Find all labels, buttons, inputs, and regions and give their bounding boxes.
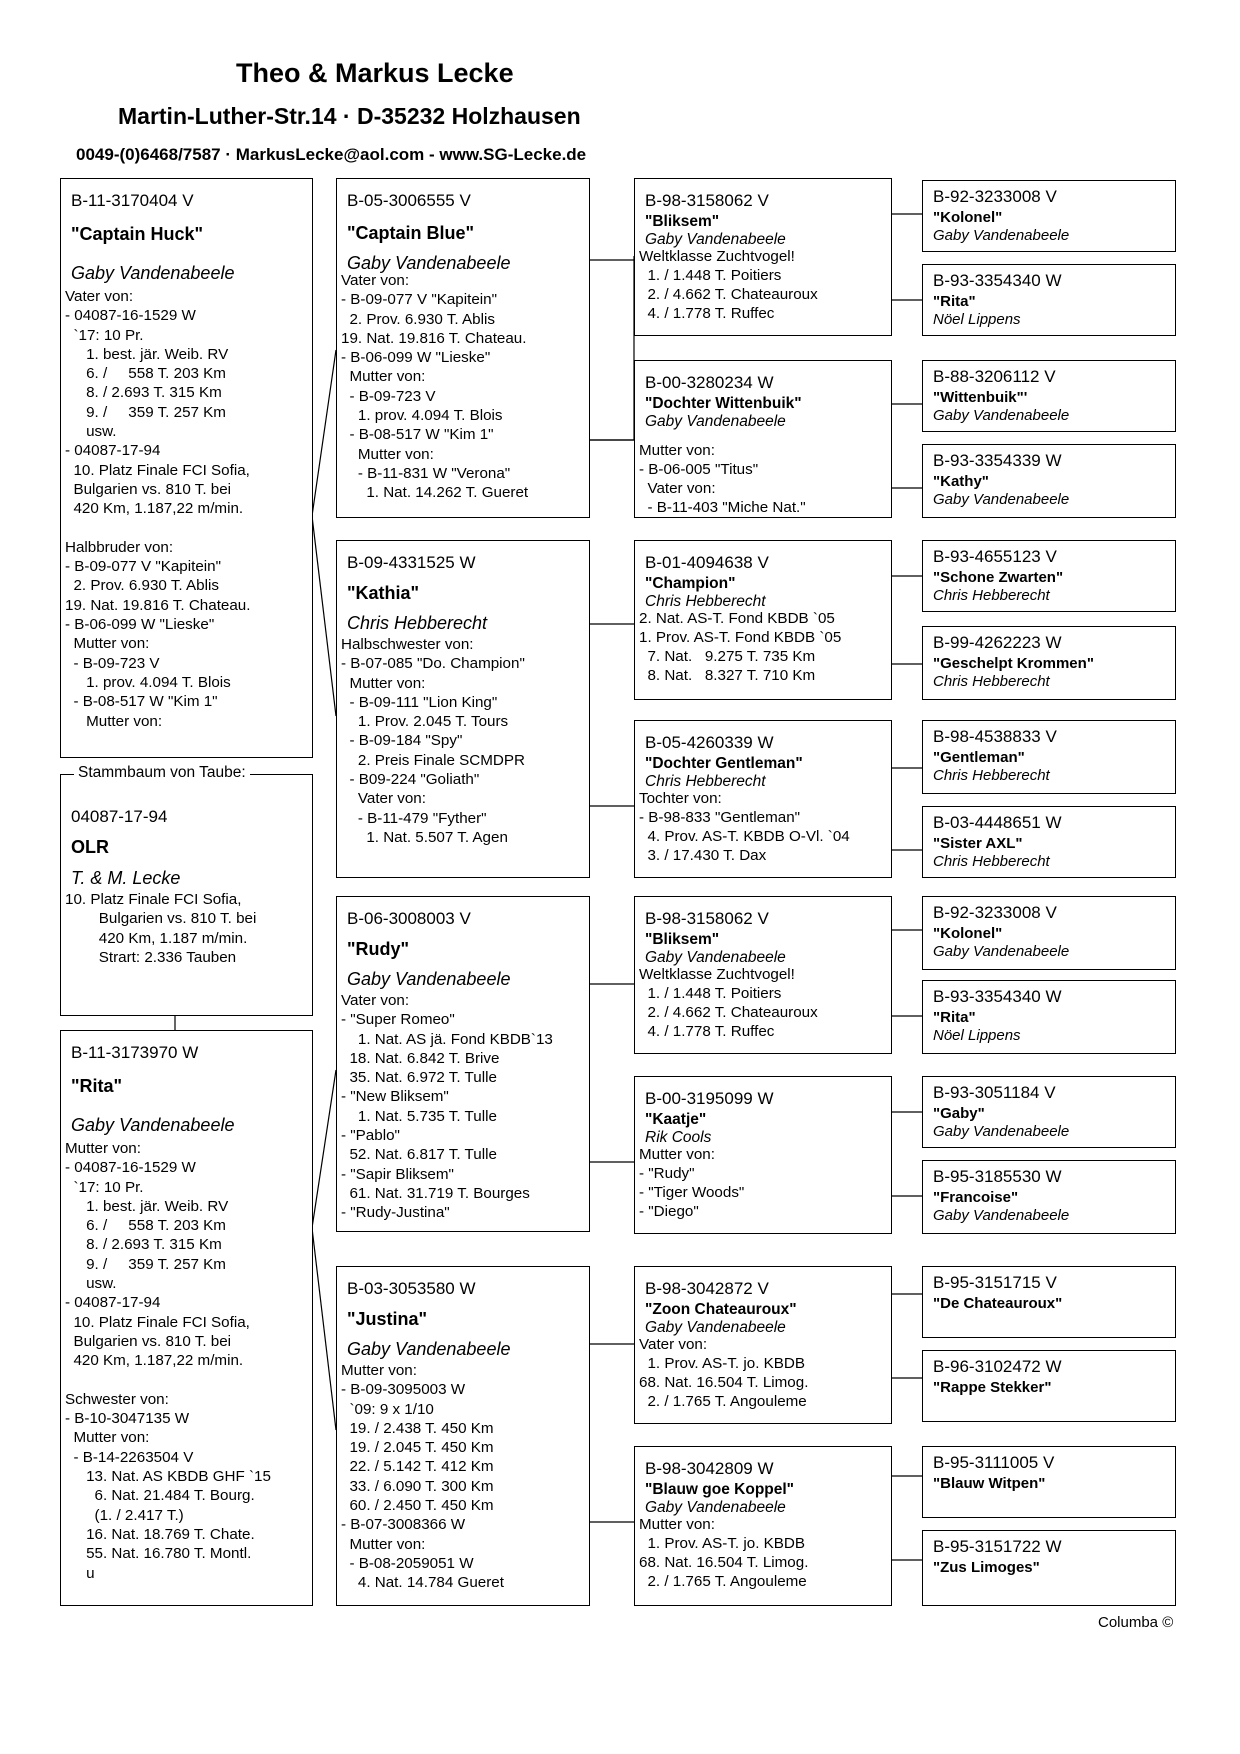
ring-number: B-95-3151722 W [933,1537,1062,1556]
ancestor-card[interactable] [634,1446,892,1606]
ancestor-card[interactable] [634,1076,892,1234]
ancestor-card-small[interactable] [922,720,1176,794]
pigeon-name: "Rappe Stekker" [933,1379,1052,1396]
pigeon-name: "Gentleman" [933,749,1025,766]
breeder: Gaby Vandenabeele [933,943,1070,960]
ring-number: 04087-17-94 [71,807,168,826]
breeder: Gaby Vandenabeele [347,1339,511,1359]
breeder: Nöel Lippens [933,311,1021,328]
performance-notes: Vater von: 1. Prov. AS-T. jo. KBDB 68. Nat. 16.504 T. Limog. 2. / 1.765 T. Angouleme [639,1336,809,1410]
ancestor-card[interactable] [634,360,892,518]
ancestor-card-small[interactable] [922,980,1176,1054]
ring-number: B-98-3042872 V [645,1279,769,1298]
breeder: Gaby Vandenabeele [645,1319,786,1336]
pigeon-name: "Zus Limoges" [933,1559,1040,1576]
ring-number: B-98-3042809 W [645,1459,774,1478]
ring-number: B-93-3051184 V [933,1083,1056,1102]
pigeon-name: "Geschelpt Krommen" [933,655,1094,672]
pigeon-name: "Justina" [347,1309,428,1329]
breeder: Gaby Vandenabeele [933,407,1070,424]
pigeon-name: "Zoon Chateauroux" [645,1301,797,1318]
pigeon-name: OLR [71,837,109,857]
breeder: Rik Cools [645,1129,712,1146]
pedigree-legend: Stammbaum von Taube: [74,764,250,782]
ring-number: B-96-3102472 W [933,1357,1062,1376]
ring-number: B-93-3354339 W [933,451,1062,470]
pigeon-name: "Kolonel" [933,925,1003,942]
pigeon-name: "Bliksem" [645,213,720,230]
pigeon-name: "Schone Zwarten" [933,569,1064,586]
ring-number: B-05-4260339 W [645,733,774,752]
breeder: Gaby Vandenabeele [645,949,786,966]
pigeon-name: "Captain Blue" [347,223,475,243]
performance-notes: Vater von: - B-09-077 V "Kapitein" 2. Prov. 6.930 T. Ablis 19. Nat. 19.816 T. Chateau. - B-06-099 W "Lieske" Mutter von: - B-09-723 V 1. prov. 4.094 T. Blois - B-08-517 W "Kim 1" Mutter von: - B-11-831 W "Verona" 1. Nat. 14.262 T. Gueret [341,272,529,502]
ring-number: B-93-4655123 V [933,547,1057,566]
ring-number: B-93-3354340 W [933,987,1062,1006]
ring-number: B-99-4262223 W [933,633,1062,652]
ancestor-card-small[interactable] [922,264,1176,336]
pigeon-name: "Captain Huck" [71,224,204,244]
performance-notes: Weltklasse Zuchtvogel! 1. / 1.448 T. Poitiers 2. / 4.662 T. Chateauroux 4. / 1.778 T. Ruffec [639,966,818,1040]
sire-card[interactable] [60,178,313,758]
ancestor-card-small[interactable] [922,626,1176,700]
performance-notes: 2. Nat. AS-T. Fond KBDB `05 1. Prov. AS-T. Fond KBDB `05 7. Nat. 9.275 T. 735 Km 8. Nat. 8.327 T. 710 Km [639,610,842,684]
pigeon-name: "Blauw Witpen" [933,1475,1046,1492]
pigeon-name: "De Chateauroux" [933,1295,1063,1312]
breeder: Gaby Vandenabeele [645,413,786,430]
breeder: Chris Hebberecht [645,773,766,790]
breeder: Gaby Vandenabeele [347,969,511,989]
breeder-contact: 0049-(0)6468/7587 · MarkusLecke@aol.com - www.SG-Lecke.de [76,145,587,164]
performance-notes: Mutter von: - B-06-005 "Titus" Vater von: - B-11-403 "Miche Nat." [639,442,806,516]
breeder: Gaby Vandenabeele [71,1115,235,1135]
breeder: Gaby Vandenabeele [645,231,786,248]
ancestor-card[interactable] [634,540,892,700]
breeder: Nöel Lippens [933,1027,1021,1044]
ancestor-card[interactable] [634,178,892,336]
subject-card[interactable] [60,774,313,1016]
ring-number: B-06-3008003 V [347,909,471,928]
ancestor-card[interactable] [634,720,892,878]
ring-number: B-03-3053580 W [347,1279,476,1298]
pigeon-name: "Gaby" [933,1105,985,1122]
ancestor-card-small[interactable] [922,806,1176,878]
breeder: Chris Hebberecht [933,673,1050,690]
ring-number: B-93-3354340 W [933,271,1062,290]
ancestor-card-small[interactable] [922,180,1176,252]
ring-number: B-03-4448651 W [933,813,1062,832]
performance-notes: Tochter von: - B-98-833 "Gentleman" 4. Prov. AS-T. KBDB O-Vl. `04 3. / 17.430 T. Dax [639,790,850,864]
breeder: Gaby Vandenabeele [347,253,511,273]
breeder: Chris Hebberecht [933,853,1050,870]
performance-notes: Mutter von: - 04087-16-1529 W `17: 10 Pr. 1. best. jär. Weib. RV 6. / 558 T. 203 Km 8. / 2.693 T. 315 Km 9. / 359 T. 257 Km usw. - 04087-17-94 10. Platz Finale FCI Sofia, Bulgarien vs. 810 T. bei 420 Km, 1.187,22 m/min. Schwester von: - B-10-3047135 W Mutter von: - B-14-2263504 V 13. Nat. AS KBDB GHF `15 6. Nat. 21.484 T. Bourg. (1. / 2.417 T.) 16. Nat. 18.769 T. Chate. 55. Nat. 16.780 T. Montl. u [65,1140,271,1582]
pigeon-name: "Rudy" [347,939,410,959]
ancestor-card-small[interactable] [922,444,1176,518]
ancestor-card-small[interactable] [922,1446,1176,1518]
breeder-address: Martin-Luther-Str.14 · D-35232 Holzhausen [118,103,581,129]
breeder: Gaby Vandenabeele [933,227,1070,244]
breeder: Gaby Vandenabeele [933,1123,1070,1140]
pigeon-name: "Bliksem" [645,931,720,948]
ancestor-card-small[interactable] [922,540,1176,612]
pigeon-name: "Kolonel" [933,209,1003,226]
ancestor-card-small[interactable] [922,360,1176,432]
ring-number: B-05-3006555 V [347,191,471,210]
pigeon-name: "Rita" [933,1009,976,1026]
ring-number: B-98-3158062 V [645,191,769,210]
ring-number: B-09-4331525 W [347,553,476,572]
performance-notes: Mutter von: - "Rudy" - "Tiger Woods" - "Diego" [639,1146,745,1220]
breeder: Gaby Vandenabeele [933,1207,1070,1224]
dam-card[interactable] [60,1030,313,1606]
breeder: T. & M. Lecke [71,868,181,888]
breeder: Chris Hebberecht [347,613,488,633]
pigeon-name: "Rita" [71,1076,123,1096]
pigeon-name: "Kathia" [347,583,420,603]
pigeon-name: "Kaatje" [645,1111,707,1128]
breeder: Gaby Vandenabeele [71,263,235,283]
ring-number: B-95-3185530 W [933,1167,1062,1186]
performance-notes: Halbschwester von: - B-07-085 "Do. Champion" Mutter von: - B-09-111 "Lion King" 1. Prov. 2.045 T. Tours - B-09-184 "Spy" 2. Preis Finale SCMDPR - B09-224 "Goliath" Vater von: - B-11-479 "Fyther" 1. Nat. 5.507 T. Agen [341,636,525,846]
ring-number: B-95-3151715 V [933,1273,1057,1292]
pigeon-name: "Dochter Gentleman" [645,755,803,772]
software-credit: Columba © [1098,1614,1174,1631]
ancestor-card-small[interactable] [922,1266,1176,1338]
ancestor-card-small[interactable] [922,1530,1176,1606]
pigeon-name: "Kathy" [933,473,989,490]
breeder: Gaby Vandenabeele [645,1499,786,1516]
performance-notes: Mutter von: - B-09-3095003 W `09: 9 x 1/10 19. / 2.438 T. 450 Km 19. / 2.045 T. 450 Km 22. / 5.142 T. 412 Km 33. / 6.090 T. 300 Km 60. / 2.450 T. 450 Km - B-07-3008366 W Mutter von: - B-08-2059051 W 4. Nat. 14.784 Gueret [341,1362,504,1592]
breeder: Gaby Vandenabeele [933,491,1070,508]
ring-number: B-00-3280234 W [645,373,774,392]
ancestor-card-small[interactable] [922,1076,1176,1148]
ring-number: B-11-3170404 V [71,191,194,210]
ring-number: B-92-3233008 V [933,187,1057,206]
breeder: Chris Hebberecht [933,767,1050,784]
grandsire-maternal-card[interactable] [336,896,590,1232]
ring-number: B-92-3233008 V [933,903,1057,922]
pigeon-name: "Francoise" [933,1189,1019,1206]
performance-notes: 10. Platz Finale FCI Sofia, Bulgarien vs. 810 T. bei 420 Km, 1.187 m/min. Strart: 2.336 Tauben [65,891,257,966]
performance-notes: Mutter von: 1. Prov. AS-T. jo. KBDB 68. Nat. 16.504 T. Limog. 2. / 1.765 T. Angouleme [639,1516,809,1590]
pigeon-name: "Rita" [933,293,976,310]
ring-number: B-95-3111005 V [933,1453,1055,1472]
pigeon-name: "Champion" [645,575,736,592]
performance-notes: Vater von: - 04087-16-1529 W `17: 10 Pr. 1. best. jär. Weib. RV 6. / 558 T. 203 Km 8. / 2.693 T. 315 Km 9. / 359 T. 257 Km usw. - 04087-17-94 10. Platz Finale FCI Sofia, Bulgarien vs. 810 T. bei 420 Km, 1.187,22 m/min. Halbbruder von: - B-09-077 V "Kapitein" 2. Prov. 6.930 T. Ablis 19. Nat. 19.816 T. Chateau. - B-06-099 W "Lieske" Mutter von: - B-09-723 V 1. prov. 4.094 T. Blois - B-08-517 W "Kim 1" Mutter von: [65,288,251,730]
ring-number: B-01-4094638 V [645,553,769,572]
breeder: Chris Hebberecht [933,587,1050,604]
performance-notes: Vater von: - "Super Romeo" 1. Nat. AS jä. Fond KBDB`13 18. Nat. 6.842 T. Brive 35. Nat. 6.972 T. Tulle - "New Bliksem" 1. Nat. 5.735 T. Tulle - "Pablo" 52. Nat. 6.817 T. Tulle - "Sapir Bliksem" 61. Nat. 31.719 T. Bourges - "Rudy-Justina" [341,992,553,1222]
ring-number: B-00-3195099 W [645,1089,774,1108]
performance-notes: Weltklasse Zuchtvogel! 1. / 1.448 T. Poitiers 2. / 4.662 T. Chateauroux 4. / 1.778 T. Ruffec [639,248,818,322]
pigeon-name: "Sister AXL" [933,835,1023,852]
ring-number: B-88-3206112 V [933,367,1056,386]
ancestor-card[interactable] [634,1266,892,1424]
pigeon-name: "Dochter Wittenbuik" [645,395,802,412]
breeder: Chris Hebberecht [645,593,766,610]
breeder-name-title: Theo & Markus Lecke [236,58,514,88]
ancestor-card[interactable] [634,896,892,1054]
granddam-paternal-card[interactable] [336,540,590,878]
ancestor-card-small[interactable] [922,1350,1176,1422]
pigeon-name: "Wittenbuik"' [933,389,1028,406]
pigeon-name: "Blauw goe Koppel" [645,1481,795,1498]
ring-number: B-98-4538833 V [933,727,1057,746]
ring-number: B-11-3173970 W [71,1043,199,1062]
ring-number: B-98-3158062 V [645,909,769,928]
ancestor-card-small[interactable] [922,896,1176,970]
grandsire-paternal-card[interactable] [336,178,590,518]
ancestor-card-small[interactable] [922,1160,1176,1234]
granddam-maternal-card[interactable] [336,1266,590,1606]
